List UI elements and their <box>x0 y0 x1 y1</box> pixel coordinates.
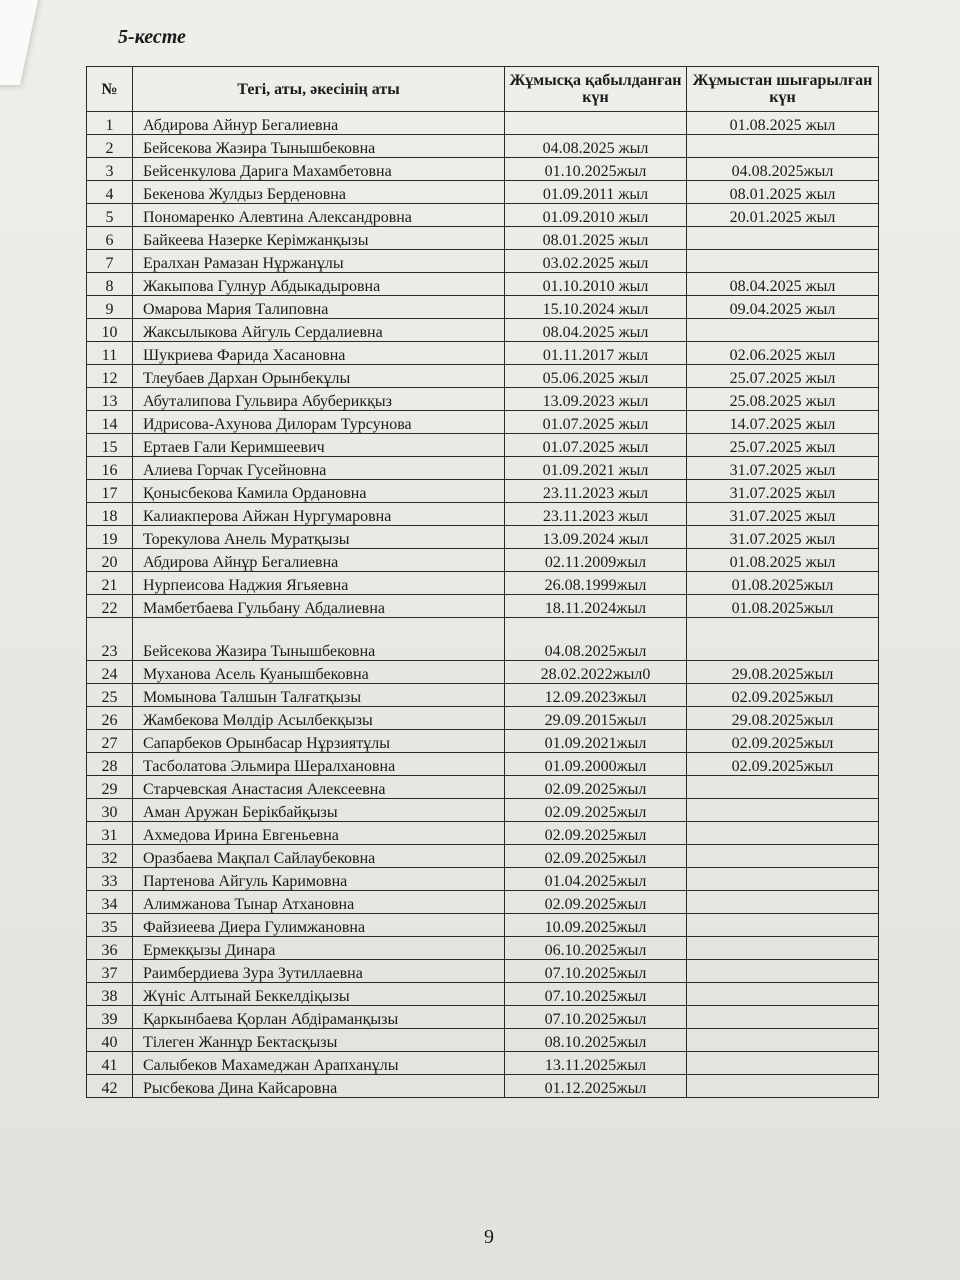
dismissal-date <box>687 891 879 914</box>
hire-date: 26.08.1999жыл <box>505 572 687 595</box>
hire-date: 02.11.2009жыл <box>505 549 687 572</box>
table-row <box>87 135 879 158</box>
row-number: 38 <box>87 983 133 1006</box>
employee-name: Аман Аружан Берікбайқызы <box>133 799 505 822</box>
folded-paper-corner <box>0 0 40 85</box>
hire-date: 08.04.2025 жыл <box>505 319 687 342</box>
dismissal-date <box>687 937 879 960</box>
hire-date: 23.11.2023 жыл <box>505 503 687 526</box>
dismissal-date <box>687 845 879 868</box>
row-number: 13 <box>87 388 133 411</box>
row-number: 11 <box>87 342 133 365</box>
dismissal-date: 01.08.2025жыл <box>687 595 879 618</box>
table-row <box>87 480 879 503</box>
table-row <box>87 526 879 549</box>
employee-name: Тлеубаев Дархан Орынбекұлы <box>133 365 505 388</box>
row-number: 1 <box>87 112 133 135</box>
row-number: 19 <box>87 526 133 549</box>
page-number: 9 <box>484 1226 494 1248</box>
row-number: 18 <box>87 503 133 526</box>
employee-name: Бейсенкулова Дарига Махамбетовна <box>133 158 505 181</box>
table-row <box>87 707 879 730</box>
table-row <box>87 684 879 707</box>
dismissal-date: 08.04.2025 жыл <box>687 273 879 296</box>
hire-date: 10.09.2025жыл <box>505 914 687 937</box>
dismissal-date: 02.06.2025 жыл <box>687 342 879 365</box>
row-number: 22 <box>87 595 133 618</box>
table-row <box>87 227 879 250</box>
employee-name: Ертаев Гали Керимшеевич <box>133 434 505 457</box>
hire-date: 07.10.2025жыл <box>505 983 687 1006</box>
employee-name: Раимбердиева Зура Зутиллаевна <box>133 960 505 983</box>
dismissal-date: 02.09.2025жыл <box>687 753 879 776</box>
row-number: 28 <box>87 753 133 776</box>
hire-date: 04.08.2025 жыл <box>505 135 687 158</box>
header-full-name: Тегі, аты, әкесінің аты <box>133 67 505 112</box>
employee-name: Қонысбекова Камила Ордановна <box>133 480 505 503</box>
table-row <box>87 365 879 388</box>
employee-name: Партенова Айгуль Каримовна <box>133 868 505 891</box>
row-number: 16 <box>87 457 133 480</box>
dismissal-date: 20.01.2025 жыл <box>687 204 879 227</box>
employee-name: Торекулова Анель Муратқызы <box>133 526 505 549</box>
employee-name: Нурпеисова Наджия Ягьяевна <box>133 572 505 595</box>
table-header-row <box>87 67 879 112</box>
table-row <box>87 273 879 296</box>
row-number: 32 <box>87 845 133 868</box>
hire-date: 01.10.2025жыл <box>505 158 687 181</box>
dismissal-date: 01.08.2025 жыл <box>687 112 879 135</box>
employee-name: Файзиеева Диера Гулимжановна <box>133 914 505 937</box>
row-number: 2 <box>87 135 133 158</box>
hire-date: 12.09.2023жыл <box>505 684 687 707</box>
hire-date: 01.11.2017 жыл <box>505 342 687 365</box>
dismissal-date <box>687 618 879 661</box>
dismissal-date: 25.07.2025 жыл <box>687 434 879 457</box>
employee-name: Момынова Талшын Талғатқызы <box>133 684 505 707</box>
dismissal-date: 14.07.2025 жыл <box>687 411 879 434</box>
row-number: 24 <box>87 661 133 684</box>
dismissal-date: 01.08.2025жыл <box>687 572 879 595</box>
table-row <box>87 388 879 411</box>
employee-name: Муханова Асель Куанышбековна <box>133 661 505 684</box>
dismissal-date <box>687 250 879 273</box>
employee-name: Ермекқызы Динара <box>133 937 505 960</box>
hire-date: 07.10.2025жыл <box>505 1006 687 1029</box>
dismissal-date <box>687 319 879 342</box>
dismissal-date <box>687 135 879 158</box>
hire-date: 18.11.2024жыл <box>505 595 687 618</box>
table-row <box>87 845 879 868</box>
dismissal-date <box>687 1075 879 1098</box>
hire-date: 01.10.2010 жыл <box>505 273 687 296</box>
hire-date: 01.09.2021 жыл <box>505 457 687 480</box>
employee-name: Старчевская Анастасия Алексеевна <box>133 776 505 799</box>
table-row <box>87 960 879 983</box>
table-row <box>87 181 879 204</box>
row-number: 12 <box>87 365 133 388</box>
row-number: 40 <box>87 1029 133 1052</box>
table-row <box>87 112 879 135</box>
dismissal-date: 31.07.2025 жыл <box>687 480 879 503</box>
hire-date: 15.10.2024 жыл <box>505 296 687 319</box>
row-number: 27 <box>87 730 133 753</box>
employee-name: Шукриева Фарида Хасановна <box>133 342 505 365</box>
table-row <box>87 868 879 891</box>
employee-table <box>86 66 879 1098</box>
dismissal-date <box>687 914 879 937</box>
employee-name: Жакыпова Гулнур Абдыкадыровна <box>133 273 505 296</box>
table-row <box>87 661 879 684</box>
dismissal-date <box>687 822 879 845</box>
table-row <box>87 730 879 753</box>
hire-date: 29.09.2015жыл <box>505 707 687 730</box>
row-number: 7 <box>87 250 133 273</box>
row-number: 33 <box>87 868 133 891</box>
table-row <box>87 250 879 273</box>
hire-date: 02.09.2025жыл <box>505 822 687 845</box>
row-number: 36 <box>87 937 133 960</box>
dismissal-date: 09.04.2025 жыл <box>687 296 879 319</box>
header-number: № <box>87 67 133 112</box>
hire-date: 01.09.2010 жыл <box>505 204 687 227</box>
row-number: 39 <box>87 1006 133 1029</box>
row-number: 41 <box>87 1052 133 1075</box>
hire-date: 02.09.2025жыл <box>505 799 687 822</box>
table-row <box>87 799 879 822</box>
header-hire-date: Жұмысқа қабылданған күн <box>505 67 687 112</box>
table-row <box>87 1052 879 1075</box>
table-row <box>87 618 879 661</box>
hire-date: 01.04.2025жыл <box>505 868 687 891</box>
table-caption: 5-кесте <box>118 26 186 48</box>
hire-date: 07.10.2025жыл <box>505 960 687 983</box>
dismissal-date <box>687 868 879 891</box>
table-row <box>87 914 879 937</box>
hire-date <box>505 112 687 135</box>
row-number: 14 <box>87 411 133 434</box>
dismissal-date: 31.07.2025 жыл <box>687 457 879 480</box>
employee-name: Мамбетбаева Гульбану Абдалиевна <box>133 595 505 618</box>
hire-date: 13.09.2024 жыл <box>505 526 687 549</box>
dismissal-date: 02.09.2025жыл <box>687 684 879 707</box>
row-number: 29 <box>87 776 133 799</box>
dismissal-date <box>687 960 879 983</box>
dismissal-date <box>687 1006 879 1029</box>
row-number: 8 <box>87 273 133 296</box>
employee-name: Абдирова Айнур Бегалиевна <box>133 112 505 135</box>
dismissal-date: 29.08.2025жыл <box>687 707 879 730</box>
row-number: 4 <box>87 181 133 204</box>
hire-date: 02.09.2025жыл <box>505 891 687 914</box>
table-row <box>87 503 879 526</box>
hire-date: 01.09.2011 жыл <box>505 181 687 204</box>
employee-name: Қаркынбаева Қорлан Абдіраманқызы <box>133 1006 505 1029</box>
row-number: 10 <box>87 319 133 342</box>
dismissal-date <box>687 1029 879 1052</box>
row-number: 25 <box>87 684 133 707</box>
dismissal-date: 31.07.2025 жыл <box>687 503 879 526</box>
table-row <box>87 822 879 845</box>
employee-name: Сапарбеков Орынбасар Нұрзиятұлы <box>133 730 505 753</box>
hire-date: 02.09.2025жыл <box>505 776 687 799</box>
employee-name: Алимжанова Тынар Атхановна <box>133 891 505 914</box>
dismissal-date <box>687 227 879 250</box>
hire-date: 01.07.2025 жыл <box>505 411 687 434</box>
hire-date: 04.08.2025жыл <box>505 618 687 661</box>
row-number: 42 <box>87 1075 133 1098</box>
row-number: 6 <box>87 227 133 250</box>
table-row <box>87 753 879 776</box>
hire-date: 13.11.2025жыл <box>505 1052 687 1075</box>
table-row <box>87 319 879 342</box>
table-row <box>87 296 879 319</box>
table-row <box>87 937 879 960</box>
employee-name: Омарова Мария Талиповна <box>133 296 505 319</box>
hire-date: 01.09.2000жыл <box>505 753 687 776</box>
employee-name: Калиакперова Айжан Нургумаровна <box>133 503 505 526</box>
hire-date: 06.10.2025жыл <box>505 937 687 960</box>
row-number: 31 <box>87 822 133 845</box>
table-row <box>87 434 879 457</box>
employee-name: Жаксылыкова Айгуль Сердалиевна <box>133 319 505 342</box>
employee-name: Жамбекова Мөлдір Асылбекқызы <box>133 707 505 730</box>
table-row <box>87 891 879 914</box>
hire-date: 01.07.2025 жыл <box>505 434 687 457</box>
row-number: 20 <box>87 549 133 572</box>
row-number: 23 <box>87 618 133 661</box>
employee-name: Салыбеков Махамеджан Арапханұлы <box>133 1052 505 1075</box>
employee-name: Ахмедова Ирина Евгеньевна <box>133 822 505 845</box>
hire-date: 13.09.2023 жыл <box>505 388 687 411</box>
dismissal-date <box>687 1052 879 1075</box>
dismissal-date: 08.01.2025 жыл <box>687 181 879 204</box>
hire-date: 05.06.2025 жыл <box>505 365 687 388</box>
dismissal-date: 25.08.2025 жыл <box>687 388 879 411</box>
table-row <box>87 572 879 595</box>
hire-date: 08.10.2025жыл <box>505 1029 687 1052</box>
table-row <box>87 595 879 618</box>
row-number: 35 <box>87 914 133 937</box>
hire-date: 28.02.2022жыл0 <box>505 661 687 684</box>
row-number: 17 <box>87 480 133 503</box>
employee-name: Тасболатова Эльмира Шералхановна <box>133 753 505 776</box>
employee-name: Бейсекова Жазира Тынышбековна <box>133 135 505 158</box>
row-number: 26 <box>87 707 133 730</box>
table-row <box>87 158 879 181</box>
employee-name: Жүніс Алтынай Беккелдіқызы <box>133 983 505 1006</box>
table-row <box>87 411 879 434</box>
employee-name: Бекенова Жулдыз Берденовна <box>133 181 505 204</box>
dismissal-date <box>687 776 879 799</box>
row-number: 5 <box>87 204 133 227</box>
employee-name: Рысбекова Дина Кайсаровна <box>133 1075 505 1098</box>
table-body <box>87 112 879 1098</box>
table-row <box>87 1075 879 1098</box>
employee-name: Идрисова-Ахунова Дилорам Турсунова <box>133 411 505 434</box>
table-row <box>87 1006 879 1029</box>
hire-date: 02.09.2025жыл <box>505 845 687 868</box>
row-number: 30 <box>87 799 133 822</box>
table-row <box>87 776 879 799</box>
employee-name: Пономаренко Алевтина Александровна <box>133 204 505 227</box>
table-row <box>87 1029 879 1052</box>
employee-name: Алиева Горчак Гусейновна <box>133 457 505 480</box>
hire-date: 08.01.2025 жыл <box>505 227 687 250</box>
row-number: 15 <box>87 434 133 457</box>
table-row <box>87 549 879 572</box>
table-row <box>87 342 879 365</box>
employee-name: Оразбаева Мақпал Сайлаубековна <box>133 845 505 868</box>
row-number: 9 <box>87 296 133 319</box>
employee-name: Бейсекова Жазира Тынышбековна <box>133 618 505 661</box>
dismissal-date <box>687 799 879 822</box>
row-number: 34 <box>87 891 133 914</box>
dismissal-date: 29.08.2025жыл <box>687 661 879 684</box>
hire-date: 01.12.2025жыл <box>505 1075 687 1098</box>
row-number: 21 <box>87 572 133 595</box>
dismissal-date: 02.09.2025жыл <box>687 730 879 753</box>
row-number: 3 <box>87 158 133 181</box>
dismissal-date <box>687 983 879 1006</box>
dismissal-date: 04.08.2025жыл <box>687 158 879 181</box>
dismissal-date: 01.08.2025 жыл <box>687 549 879 572</box>
hire-date: 01.09.2021жыл <box>505 730 687 753</box>
table-row <box>87 457 879 480</box>
employee-name: Абдирова Айнұр Бегалиевна <box>133 549 505 572</box>
dismissal-date: 25.07.2025 жыл <box>687 365 879 388</box>
employee-name: Ералхан Рамазан Нұржанұлы <box>133 250 505 273</box>
dismissal-date: 31.07.2025 жыл <box>687 526 879 549</box>
hire-date: 23.11.2023 жыл <box>505 480 687 503</box>
table-row <box>87 983 879 1006</box>
employee-name: Абуталипова Гульвира Абуберикқыз <box>133 388 505 411</box>
table-row <box>87 204 879 227</box>
row-number: 37 <box>87 960 133 983</box>
hire-date: 03.02.2025 жыл <box>505 250 687 273</box>
employee-name: Байкеева Назерке Керімжанқызы <box>133 227 505 250</box>
employee-name: Тілеген Жаннұр Бектасқызы <box>133 1029 505 1052</box>
header-dismissal-date: Жұмыстан шығарылған күн <box>687 67 879 112</box>
